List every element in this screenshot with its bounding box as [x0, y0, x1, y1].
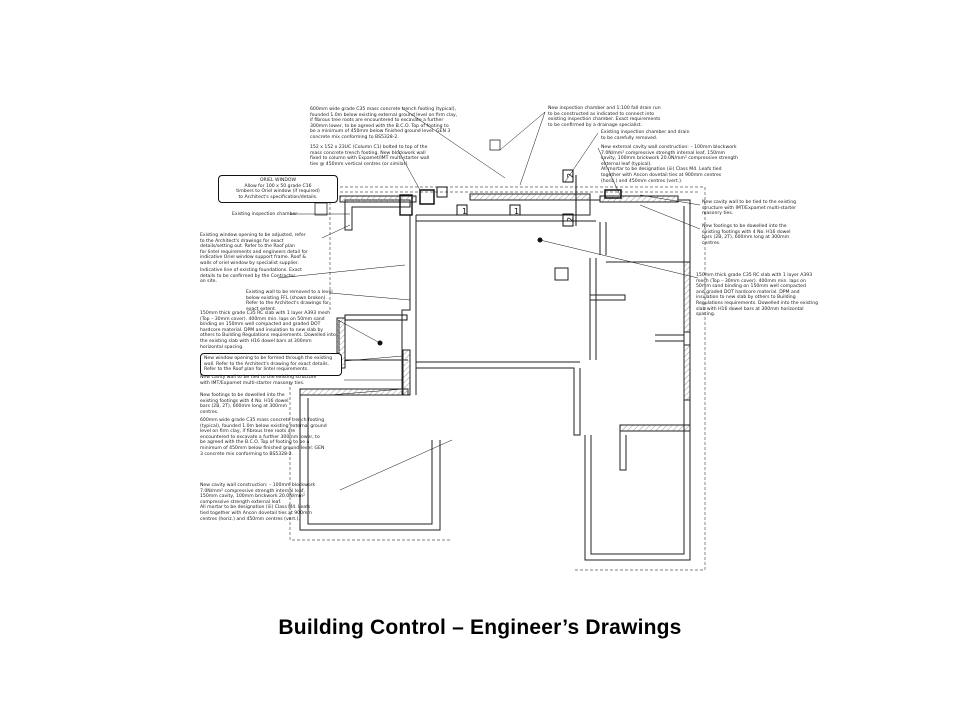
note-wall-removed: Existing wall to be removed to a level below existing FFL (shown broken). Refer to the Architect's drawings for exact extent.	[246, 290, 333, 312]
note-oriel-window: ORIEL WINDOW Allow for 100 x 50 grade C16 timbers to Oriel window (if required) to Architect's specification/details.	[218, 175, 338, 203]
section-label-2a: 2	[566, 172, 575, 178]
section-label-1a: 1	[462, 207, 468, 216]
note-cavity-wall-tied-right: New cavity wall to be tied to the existing structure with IMT/Expamet multi-starter masonry ties.	[702, 200, 797, 217]
note-cavity-wall-construction-right: New external cavity wall construction: – 100mm blockwork 7.0N/mm² compressive strength internal leaf, 150mm cavity, 100mm brickwork 20.0N/mm² compressive strength external leaf (typical). All mortar to be designation (iii) Class M4. Leafs tied together with Ancon dovetail ties at 900mm centres (horiz.) and 450mm centres (vert.).	[601, 145, 739, 184]
note-window-opening: Existing window opening to be adjusted, refer to the Architect's drawings for exact details/setting out. Refer to the Roof plan for lintel requirements and engineers detail for indicative Oriel window support frame. Roof & walls of oriel window by specialist supplier.	[200, 233, 308, 266]
note-indicative-foundations: Indicative line of existing foundations. Exact details to be confirmed by the Contractor on site.	[200, 268, 302, 285]
note-trench-footing-top: 600mm wide grade C35 mass concrete trench footing (typical), founded 1.0m below existing external ground level on firm clay, if fibrous tree roots are encountered to excavate a further 300mm lower, to be agreed with the B.C.O. Top of footing to be a minimum of 450mm below finished ground level. GEN 3 concrete mix conforming to BS5328-2.	[310, 107, 458, 140]
note-new-footings-right: New footings to be dowelled into the existing footings with 4 No. H16 dowel bars (2B, 2T), 600mm long at 300mm centres.	[702, 224, 791, 246]
section-label-2b: 2	[566, 216, 575, 222]
note-existing-inspection-chamber: Existing inspection chamber	[232, 212, 298, 217]
note-cavity-wall-tied-left: New cavity wall to be tied to the existing structure with IMT/Expamet multi-starter masonry ties.	[200, 375, 317, 386]
note-cavity-wall-construction-left: New cavity wall construction: – 100mm blockwork 7.0N/mm² compressive strength internal leaf, 150mm cavity, 100mm brickwork 20.0N/mm² compressive strength external leaf. All mortar to be designation (iii) Class M4. Leafs tied together with Ancon dovetail ties at 900mm centres (horiz.) and 450mm centres (vert.).	[200, 483, 316, 522]
note-slab-left: 150mm thick grade C35 RC slab with 1 layer A393 mesh (Top – 30mm cover). 400mm min. laps on 50mm sand binding on 150mm well compacted and graded DOT hardcore material. DPM and insulation to new slab by others to Building Regulations requirements. Dowelled into the existing slab with H16 dowel bars at 300mm horizontal spacing.	[200, 311, 336, 350]
note-new-footings-left: New footings to be dowelled into the existing footings with 4 No. H16 dowel bars (2B, 2T), 600mm long at 300mm centres.	[200, 393, 289, 415]
window-details	[345, 187, 621, 345]
leader-marker-box	[490, 140, 500, 150]
note-inspection-chamber-new: New inspection chamber and 1:100 fall drain run to be constructed as indicated to connect into existing inspection chamber. Exact requirements to be confirmed by a drainage specialist.	[548, 106, 661, 128]
note-trench-footing-left: 600mm wide grade C35 mass concrete trench footing (typical), founded 1.0m below existing external ground level on firm clay, if fibrous tree roots are encountered to excavate a further 300mm lower, to be agreed with the B.C.O. Top of footing to be a minimum of 450mm below finished ground level. GEN 3 concrete mix conforming to BS5328-2.	[200, 418, 327, 457]
note-ucc-column: 152 x 152 x 23UC (Column C1) bolted to top of the mass concrete trench footing. New blockwork wall fixed to column with Expamet/IMT multi-starter wall ties @ 450mm vertical centres (or similar).	[310, 145, 430, 167]
inspection-chamber-symbol	[315, 203, 327, 215]
slide-title: Building Control – Engineer’s Drawings	[278, 616, 682, 639]
note-slab-right: 150mm thick grade C35 RC slab with 1 layer A393 mesh (Top – 30mm cover). 400mm min. laps on 50mm sand binding on 150mm well compacted and graded DOT hardcore material. DPM and insulation to new slab by others to Building Regulations requirements. Dowelled into the existing slab with H16 dowel bars at 300mm horizontal spacing.	[696, 273, 819, 318]
note-chamber-removed: Existing inspection chamber and drain to be carefully removed.	[601, 130, 690, 141]
note-new-window-opening: New window opening to be formed through the existing wall. Refer to the Architect's drawing for exact details. Refer to the Roof plan for lintel requirements.	[200, 353, 342, 376]
section-label-1b: 1	[514, 207, 520, 216]
building-walls	[290, 187, 705, 570]
